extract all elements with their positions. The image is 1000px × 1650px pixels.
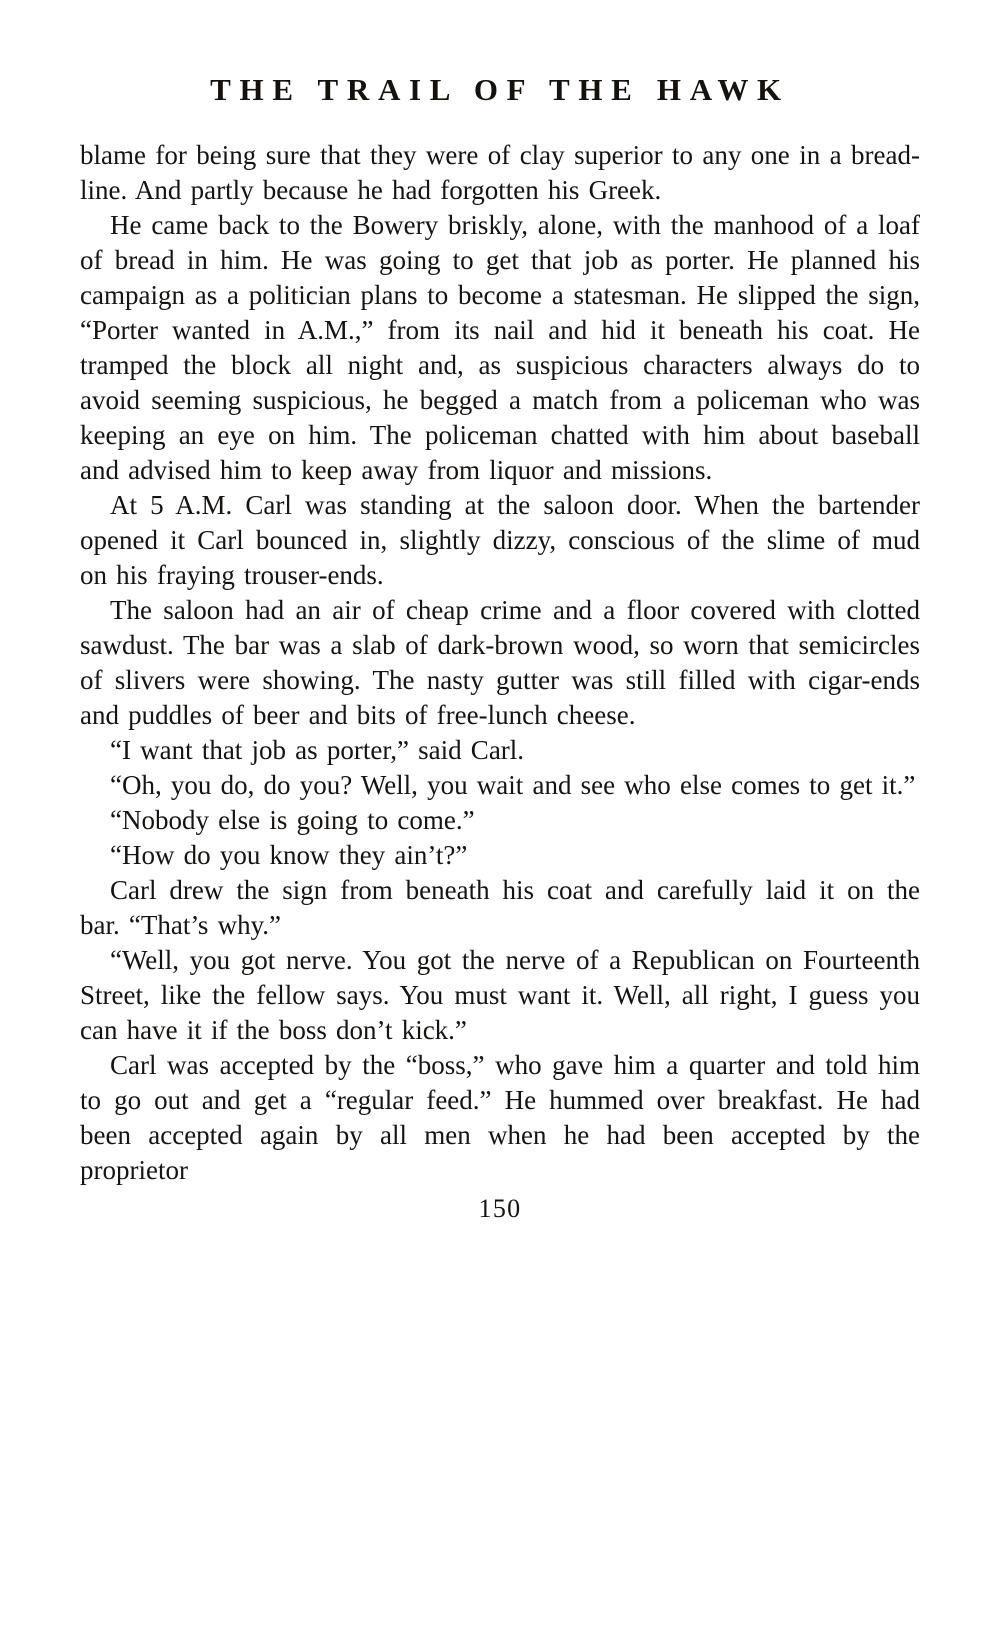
paragraph: “How do you know they ain’t?” bbox=[110, 840, 468, 870]
paragraph: blame for being sure that they were of clay superior to any one in a bread-line. And partly because he had forgotten his Greek. bbox=[80, 140, 920, 205]
paragraph: “Oh, you do, do you? Well, you wait and see who else comes to get it.” bbox=[110, 770, 916, 800]
page-body bbox=[80, 138, 920, 1188]
paragraph: “Nobody else is going to come.” bbox=[110, 805, 475, 835]
paragraph: He came back to the Bowery briskly, alone, with the manhood of a loaf of bread in him. He was going to get that job as porter. He planned his campaign as a politician plans to become a statesman. He slipped the sign, “Porter wanted in A.M.,” from its nail and hid it beneath his coat. He tramped the block all night and, as suspicious characters always do to avoid seeming suspicious, he begged a match from a policeman who was keeping an eye on him. The policeman chatted with him about baseball and advised him to keep away from liquor and missions. bbox=[80, 210, 920, 485]
paragraph: “I want that job as porter,” said Carl. bbox=[110, 735, 525, 765]
running-header: THE TRAIL OF THE HAWK bbox=[210, 72, 790, 107]
paragraph: At 5 A.M. Carl was standing at the saloon door. When the bartender opened it Carl bounced in, slightly dizzy, conscious of the slime of mud on his fraying trouser-ends. bbox=[80, 490, 920, 590]
paragraph: The saloon had an air of cheap crime and a floor covered with clotted sawdust. The bar was a slab of dark-brown wood, so worn that semicircles of slivers were showing. The nasty gutter was still filled with cigar-ends and puddles of beer and bits of free-lunch cheese. bbox=[80, 595, 920, 730]
paragraph: Carl drew the sign from beneath his coat and carefully laid it on the bar. “That’s why.” bbox=[80, 875, 920, 940]
paragraph: Carl was accepted by the “boss,” who gave him a quarter and told him to go out and get a “regular feed.” He hummed over breakfast. He had been accepted again by all men when he had been accepted by the proprietor bbox=[80, 1050, 920, 1185]
page-number: 150 bbox=[478, 1194, 522, 1223]
paragraph: “Well, you got nerve. You got the nerve of a Republican on Fourteenth Street, like the fellow says. You must want it. Well, all right, I guess you can have it if the boss don’t kick.” bbox=[80, 945, 920, 1045]
